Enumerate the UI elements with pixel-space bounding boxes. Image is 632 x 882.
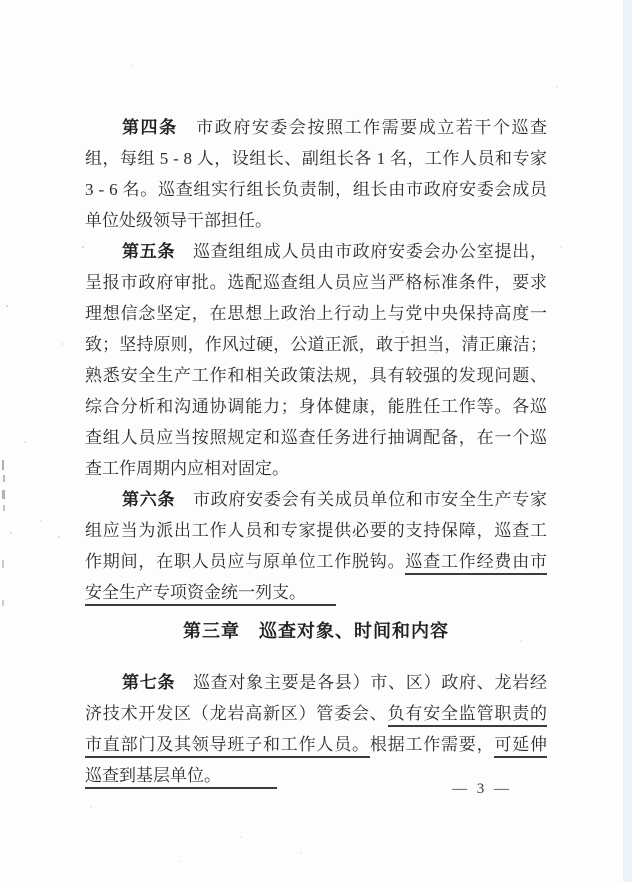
scan-speck bbox=[402, 331, 404, 333]
scan-speck bbox=[520, 640, 522, 642]
text-line bbox=[85, 360, 547, 391]
text-line bbox=[85, 698, 547, 729]
scan-edge-mark bbox=[2, 600, 4, 606]
scan-speck bbox=[127, 310, 129, 312]
text-run: 组应当为派出工作人员和专家提供必要的支持保障，巡查工 bbox=[85, 521, 547, 540]
scan-speck bbox=[240, 836, 242, 838]
text-run: 查工作周期内应相对固定。 bbox=[85, 459, 289, 478]
text-run: 作期间，在职人员应与原单位工作脱钩。 bbox=[85, 552, 406, 571]
article-number-label: 第三章 巡查对象、时间和内容 bbox=[183, 621, 449, 641]
text-line bbox=[85, 112, 547, 143]
chapter-heading bbox=[85, 616, 547, 647]
article-number-label: 第五条 bbox=[122, 242, 176, 261]
scan-speck bbox=[62, 343, 64, 345]
scan-speck bbox=[24, 441, 26, 443]
scan-edge-mark bbox=[2, 490, 5, 499]
scan-speck bbox=[40, 520, 42, 522]
underlined-text-run: 巡查工作经费由市 bbox=[405, 552, 547, 575]
scan-edge-mark bbox=[2, 560, 4, 568]
underlined-text-run: 巡查到基层单位。 bbox=[85, 766, 277, 789]
text-run: 理想信念坚定，在思想上政治上行动上与党中央保持高度一 bbox=[85, 304, 547, 323]
scan-speck bbox=[90, 806, 92, 808]
text-run: 综合分析和沟通协调能力；身体健康，能胜任工作等。各巡 bbox=[85, 397, 547, 416]
text-line bbox=[85, 236, 547, 267]
text-run: 呈报市政府审批。选配巡查组人员应当严格标准条件，要求 bbox=[85, 273, 547, 292]
scan-speck bbox=[228, 116, 230, 118]
text-line bbox=[85, 422, 547, 453]
article-number-label: 第六条 bbox=[122, 490, 176, 509]
text-line bbox=[85, 484, 547, 515]
scan-speck bbox=[130, 64, 132, 66]
scan-edge-mark bbox=[3, 475, 5, 482]
scan-speck bbox=[180, 860, 182, 862]
scan-edge-mark bbox=[2, 460, 4, 470]
text-run: 3 - 6 名。巡查组实行组长负责制，组长由市政府安委会成员 bbox=[85, 180, 547, 199]
scan-edge-mark bbox=[3, 505, 5, 511]
scan-edge-strip bbox=[623, 0, 632, 882]
text-line bbox=[85, 329, 547, 360]
text-run: 巡查对象主要是各县）市、区）政府、龙岩经 bbox=[175, 673, 548, 692]
text-run: 熟悉安全生产工作和相关政策法规，具有较强的发现问题、 bbox=[85, 366, 547, 385]
underlined-text-run: 市直部门及其领导班子和工作人员。 bbox=[85, 735, 370, 758]
article-number-label: 第七条 bbox=[122, 673, 176, 692]
text-run: 巡查组组成人员由市政府安委会办公室提出， bbox=[175, 242, 548, 261]
scan-speck bbox=[82, 246, 84, 248]
underlined-text-run: 安全生产专项资金统一列支。 bbox=[85, 583, 336, 606]
page-number: — 3 — bbox=[452, 781, 512, 797]
text-line bbox=[85, 205, 547, 236]
underlined-text-run: 可延伸 bbox=[494, 735, 547, 758]
text-run: 市政府安委会有关成员单位和市安全生产专家 bbox=[175, 490, 548, 509]
scan-speck bbox=[6, 305, 8, 307]
text-line bbox=[85, 577, 547, 608]
text-line bbox=[85, 143, 547, 174]
text-run: 组，每组 5 - 8 人，设组长、副组长各 1 名，工作人员和专家 bbox=[85, 149, 547, 168]
scan-speck bbox=[10, 532, 12, 534]
text-line bbox=[85, 267, 547, 298]
text-line bbox=[85, 453, 547, 484]
text-run: 济技术开发区（龙岩高新区）管委会、 bbox=[85, 704, 388, 723]
text-line bbox=[85, 298, 547, 329]
underlined-text-run: 负有安全监管职责的 bbox=[388, 704, 547, 727]
text-line bbox=[85, 667, 547, 698]
text-line bbox=[85, 174, 547, 205]
text-run: 单位处级领导干部担任。 bbox=[85, 211, 272, 230]
text-line bbox=[85, 391, 547, 422]
scan-speck bbox=[487, 247, 489, 249]
text-line bbox=[85, 515, 547, 546]
scan-speck bbox=[435, 351, 437, 353]
text-run: 致；坚持原则，作风过硬，公道正派，敢于担当，清正廉洁； bbox=[85, 335, 547, 354]
scan-speck bbox=[556, 86, 558, 88]
text-run: 市政府安委会按照工作需要成立若干个巡查 bbox=[177, 118, 548, 137]
document-body bbox=[85, 112, 547, 791]
text-run: 查组人员应当按照规定和巡查任务进行抽调配备，在一个巡 bbox=[85, 428, 547, 447]
scan-speck bbox=[58, 536, 60, 538]
scan-speck bbox=[300, 852, 302, 854]
text-line bbox=[85, 546, 547, 577]
text-run: 根据工作需要， bbox=[369, 735, 495, 754]
text-line bbox=[85, 729, 547, 760]
article-number-label: 第四条 bbox=[122, 118, 178, 137]
scan-speck bbox=[560, 246, 562, 248]
